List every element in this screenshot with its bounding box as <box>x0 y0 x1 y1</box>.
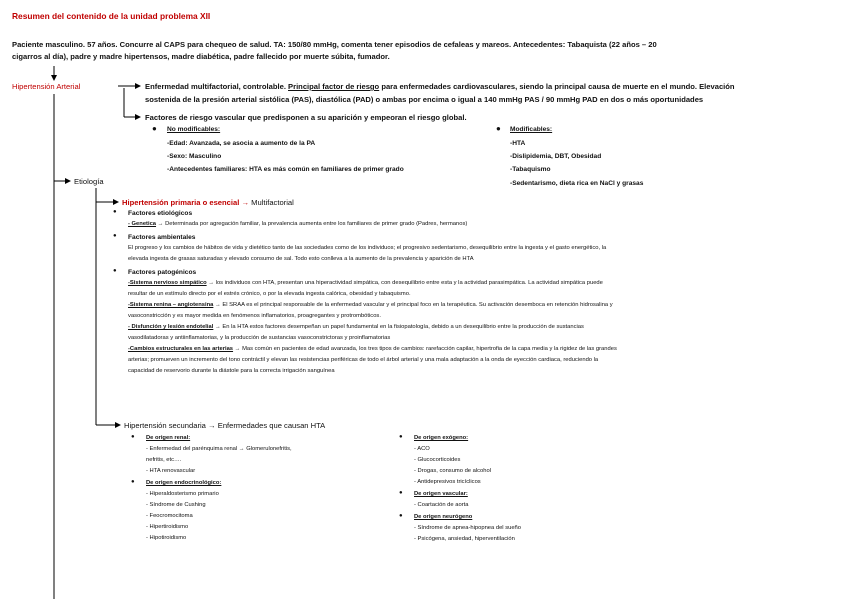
secondary-hypertension-row <box>124 421 325 430</box>
hta-definition-line-1 <box>145 82 735 91</box>
environmental-factors-title: Factores ambientales <box>128 234 196 241</box>
exogenous-item: - ACO <box>414 446 430 452</box>
page-title: Resumen del contenido de la unidad problema XII <box>12 11 211 21</box>
primary-hypertension-label: Hipertensión primaria o esencial <box>122 198 240 207</box>
bullet-icon: ● <box>113 209 117 215</box>
bullet-icon: ● <box>131 434 135 440</box>
bullet-icon: ● <box>131 479 135 485</box>
structural-line-2: arterias; promueven un incremento del tono contráctil y elevan las resistencias periféricas de todo el árbol arterial y una mala adaptación a la onda de eyección cardiaca, reduciendo la <box>128 357 599 363</box>
endocrine-title: De origen endocrinológico: <box>146 480 222 486</box>
non-modifiable-item: -Sexo: Masculino <box>167 153 222 160</box>
endocrine-item: - Feocromocitoma <box>146 513 193 519</box>
non-modifiable-item: -Antecedentes familiares: HTA es más común en familiares de primer grado <box>167 166 404 173</box>
exogenous-title: De origen exógeno: <box>414 435 469 441</box>
neurogenic-item: - Síndrome de apnea-hipopnea del sueño <box>414 525 521 531</box>
structural-row <box>128 346 617 353</box>
arrow-icon: → <box>157 221 164 227</box>
hta-label: Hipertensión Arterial <box>12 82 81 91</box>
bullet-icon: ● <box>113 268 117 274</box>
genetics-label: - Genetica <box>128 221 157 227</box>
endothelial-label: - Disfunción y lesión endotelial <box>128 324 214 330</box>
case-line-2: cigarros al día), padre y madre hipertensos, madre diabética, padre fallecido por muerte súbita, fumador. <box>12 52 390 61</box>
renal-item: - HTA renovascular <box>146 468 196 474</box>
endocrine-item: - Hiperaldosterismo primario <box>146 491 219 497</box>
renal-title: De origen renal: <box>146 435 191 441</box>
exogenous-item: - Drogas, consumo de alcohol <box>414 468 492 474</box>
raa-line-1: El SRAA es el principal responsable de la enfermedad vascular y el principal foco en la terapéutica. Su activación desemboca en retención hidrosalina y <box>222 302 613 308</box>
secondary-hypertension-label: Hipertensión secundaria <box>124 421 206 430</box>
modifiable-item: -Sedentarismo, dieta rica en NaCl y grasas <box>510 180 644 187</box>
hta-definition-post: para enfermedades cardiovasculares, siendo la principal causa de muerte en el mundo. Elevación <box>379 82 735 91</box>
sns-line-1: los individuos con HTA, presentan una hiperactividad simpática, con desequilibrio entre esta y la actividad parasimpática. La actividad simpática puede <box>215 280 603 286</box>
structural-line-1: Mas común en pacientes de edad avanzada, los tres tipos de cambios: rarefacción capilar, hipertrofia de la capa media y la rigidez de las grandes <box>242 346 617 352</box>
sns-label: -Sistema nervioso simpático <box>128 280 207 286</box>
sns-line-2: resultar de un estímulo directo por el estrés crónico, o por la elevada ingesta calórica, obesidad y tabaquismo. <box>128 291 411 297</box>
raa-line-2: vasoconstricción y es mayor medida en fenómenos inflamatorios, proagregantes y protrombóticos. <box>128 313 381 319</box>
secondary-hypertension-value: Enfermedades que causan HTA <box>217 421 326 430</box>
modifiable-item: -HTA <box>510 140 526 147</box>
pathogenic-factors-title: Factores patogénicos <box>128 269 197 276</box>
structural-line-3: capacidad de reservorio durante la diástole para la correcta irrigación sanguínea <box>128 368 335 374</box>
bullet-icon: ● <box>496 124 501 133</box>
endocrine-item: - Hipertiroidismo <box>146 524 189 530</box>
etiology-label: Etiología <box>74 177 104 186</box>
bullet-icon: ● <box>399 434 403 440</box>
exogenous-item: - Antidepresivos tricíclicos <box>414 479 481 485</box>
endocrine-item: - Hipotiroidismo <box>146 535 187 541</box>
environmental-line-2: elevada ingesta de grasas saturadas y elevado consumo de sal. Todo esto conlleva a la aumento de la prevalencia y aparición de HTA <box>128 256 474 262</box>
endothelial-row <box>128 324 584 331</box>
raa-label: -Sistema renina – angiotensina <box>128 302 214 308</box>
bullet-icon: ● <box>399 490 403 496</box>
modifiable-item: -Dislipidemia, DBT, Obesidad <box>510 153 602 160</box>
modifiable-item: -Tabaquismo <box>510 166 551 173</box>
bullet-icon: ● <box>113 233 117 239</box>
risk-factors-intro: Factores de riesgo vascular que predisponen a su aparición y empeoran el riesgo global. <box>145 113 467 122</box>
primary-hypertension-row <box>122 198 294 207</box>
arrow-icon: → <box>241 198 250 207</box>
bullet-icon: ● <box>152 124 157 133</box>
sns-row <box>128 280 603 287</box>
endothelial-line-1: En la HTA estos factores desempeñan un papel fundamental en la fisiopatología, debido a un desequilibrio entre la producción de sustancias <box>222 324 584 330</box>
hta-definition-pre: Enfermedad multifactorial, controlable. <box>145 82 289 91</box>
arrow-icon: → <box>214 324 221 330</box>
endothelial-line-2: vasodilatadoras y antiinflamatorias, y la producción de sustancias vasoconstrictoras y proinflamatorias <box>128 335 391 341</box>
arrow-icon: → <box>215 302 221 308</box>
genetics-row <box>128 221 467 228</box>
case-line-1: Paciente masculino. 57 años. Concurre al CAPS para chequeo de salud. TA: 150/80 mmHg, comenta tener episodios de cefaleas y mareos. Antecedentes: Tabaquista (22 años – 20 <box>12 40 657 49</box>
neurogenic-title: De origen neurógeno <box>414 514 473 520</box>
non-modifiable-item: -Edad: Avanzada, se asocia a aumento de la PA <box>167 140 316 147</box>
renal-item: - Enfermedad del parénquima renal → Glomerulonefritis, <box>146 446 292 452</box>
vascular-title: De origen vascular: <box>414 491 468 497</box>
raa-row <box>128 302 613 309</box>
renal-item: nefritis, etc…. <box>146 457 182 463</box>
hta-definition-underlined: Principal factor de riesgo <box>288 82 380 91</box>
structural-label: -Cambios estructurales en las arterias <box>128 346 234 352</box>
etiologic-factors-title: Factores etiológicos <box>128 210 193 217</box>
vascular-item: - Coartación de aorta <box>414 502 469 508</box>
arrow-icon: → <box>208 280 215 286</box>
arrow-icon: → <box>208 421 216 430</box>
bullet-icon: ● <box>399 513 403 519</box>
neurogenic-item: - Psicógena, ansiedad, hiperventilación <box>414 536 515 542</box>
non-modifiable-title: No modificables: <box>167 126 221 133</box>
genetics-text: Determinada por agregación familiar, la prevalencia aumenta entre los familiares de primer grado (Padres, hermanos) <box>165 221 468 227</box>
environmental-line-1: El progreso y los cambios de hábitos de vida y dietético tanto de las sociedades como de los individuos; el progresivo sedentarismo, desequilibrio entre la ingesta y el gasto energético, la <box>128 245 607 251</box>
endocrine-item: - Síndrome de Cushing <box>146 502 206 508</box>
exogenous-item: - Glucocorticoides <box>414 457 461 463</box>
modifiable-title: Modificables: <box>510 126 553 133</box>
arrow-icon: → <box>234 346 241 352</box>
primary-hypertension-value: Multifactorial <box>251 198 294 207</box>
hta-definition-line-2: sostenida de la presión arterial sistólica (PAS), diastólica (PAD) o ambas por encima o igual a 140 mmHg PAS / 90 mmHg PAD en dos o más oportunidades <box>145 95 704 104</box>
